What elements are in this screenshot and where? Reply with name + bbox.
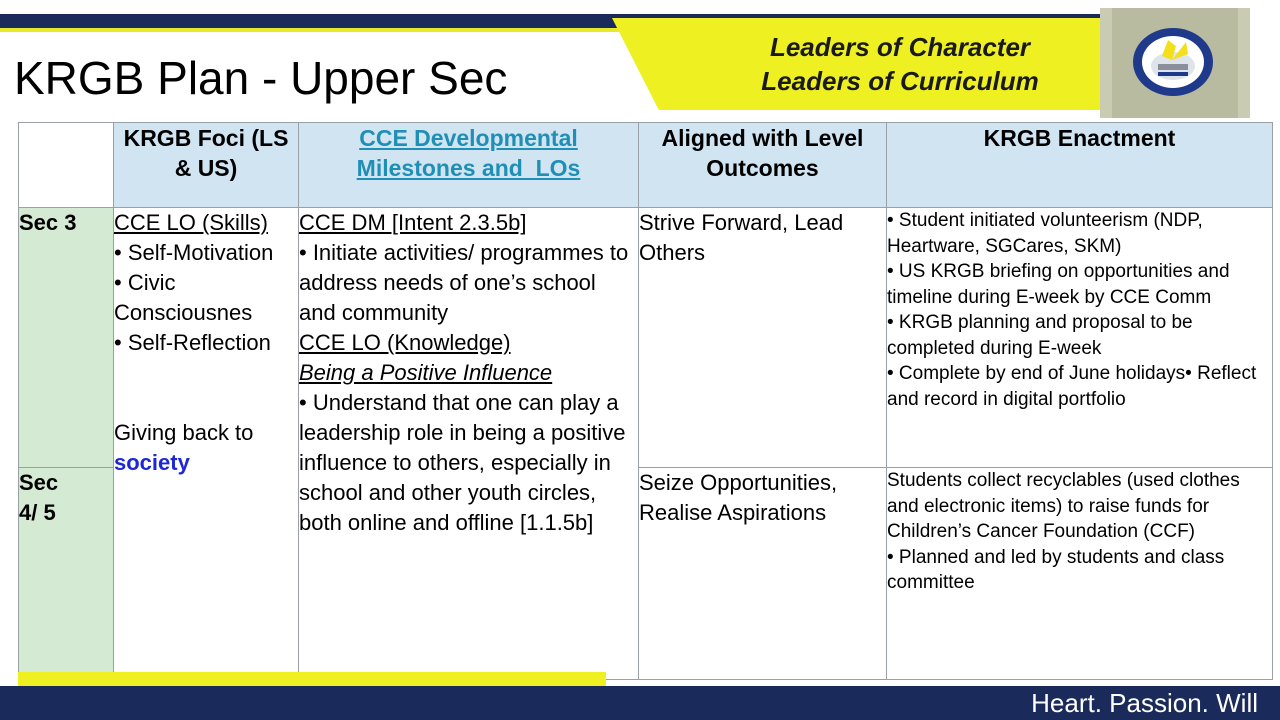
enactment-item: • US KRGB briefing on opportunities and timeline during E-week by CCE Comm	[887, 261, 1230, 308]
row-label-sec45-line-2: 4/ 5	[19, 500, 56, 525]
enactment-sec3	[887, 208, 1273, 468]
header-krgb-foci: KRGB Foci (LS & US)	[114, 123, 299, 208]
cce-lo-subtitle: Being a Positive Influence	[299, 360, 553, 385]
enactment-item: • KRGB planning and proposal to be completed during E-week	[887, 312, 1193, 359]
cce-cell	[299, 208, 639, 680]
cce-milestones-link-line-2[interactable]: Milestones and LOs	[356, 155, 581, 181]
motto-text	[700, 30, 1100, 98]
school-crest-icon	[1128, 20, 1218, 100]
header-cce-milestones[interactable]	[299, 123, 639, 208]
cce-dm-text: • Initiate activities/ programmes to address needs of one’s school and community	[299, 240, 629, 325]
row-label-sec45-line-1: Sec	[19, 470, 59, 495]
foci-item: • Civic Consciousnes	[114, 270, 253, 325]
row-label-sec3: Sec 3	[19, 208, 114, 468]
enactment-item: Students collect recyclables (used clothes and electronic items) to raise funds for Children’s Cancer Foundation (CCF)	[887, 470, 1240, 542]
foci-spacer	[114, 358, 298, 418]
foci-item: • Self-Motivation	[114, 240, 274, 265]
cce-dm-title: CCE DM [Intent 2.3.5b]	[299, 210, 527, 235]
enactment-item: • Student initiated volunteerism (NDP, Heartware, SGCares, SKM)	[887, 210, 1203, 257]
foci-giving-back	[114, 418, 298, 478]
header-aligned-outcomes: Aligned with Level Outcomes	[639, 123, 887, 208]
bottom-yellow-stripe	[18, 672, 606, 686]
table-header-row	[19, 123, 1273, 208]
giving-back-text: Giving back to	[114, 420, 254, 445]
enactment-sec45	[887, 468, 1273, 680]
society-highlight: society	[114, 450, 190, 475]
cce-milestones-link-line-1[interactable]: CCE Developmental	[359, 125, 578, 151]
enactment-item: • Complete by end of June holidays• Reflect and record in digital portfolio	[887, 363, 1257, 410]
foci-item: • Self-Reflection	[114, 330, 271, 355]
cce-lo-title: CCE LO (Knowledge)	[299, 330, 511, 355]
foci-title: CCE LO (Skills)	[114, 210, 269, 235]
motto-line-2: Leaders of Curriculum	[761, 66, 1039, 96]
aligned-sec45: Seize Opportunities, Realise Aspirations	[639, 468, 887, 680]
motto-line-1: Leaders of Character	[769, 32, 1031, 62]
krgb-plan-table	[18, 122, 1273, 680]
aligned-sec3: Strive Forward, Lead Others	[639, 208, 887, 468]
row-label-sec45	[19, 468, 114, 680]
slide-title: KRGB Plan - Upper Sec	[14, 52, 508, 104]
enactment-item: • Planned and led by students and class committee	[887, 546, 1225, 593]
header-empty-cell	[19, 123, 114, 208]
header-krgb-enactment: KRGB Enactment	[887, 123, 1273, 208]
footer-tagline: Heart. Passion. Will	[1031, 688, 1258, 718]
table-row-sec3	[19, 208, 1273, 468]
foci-cell	[114, 208, 299, 680]
cce-lo-text: • Understand that one can play a leadership role in being a positive influence to others, especially in school and other youth circles, both online and offline [1.1.5b]	[299, 390, 626, 535]
cce-milestones-link[interactable]	[357, 125, 581, 181]
